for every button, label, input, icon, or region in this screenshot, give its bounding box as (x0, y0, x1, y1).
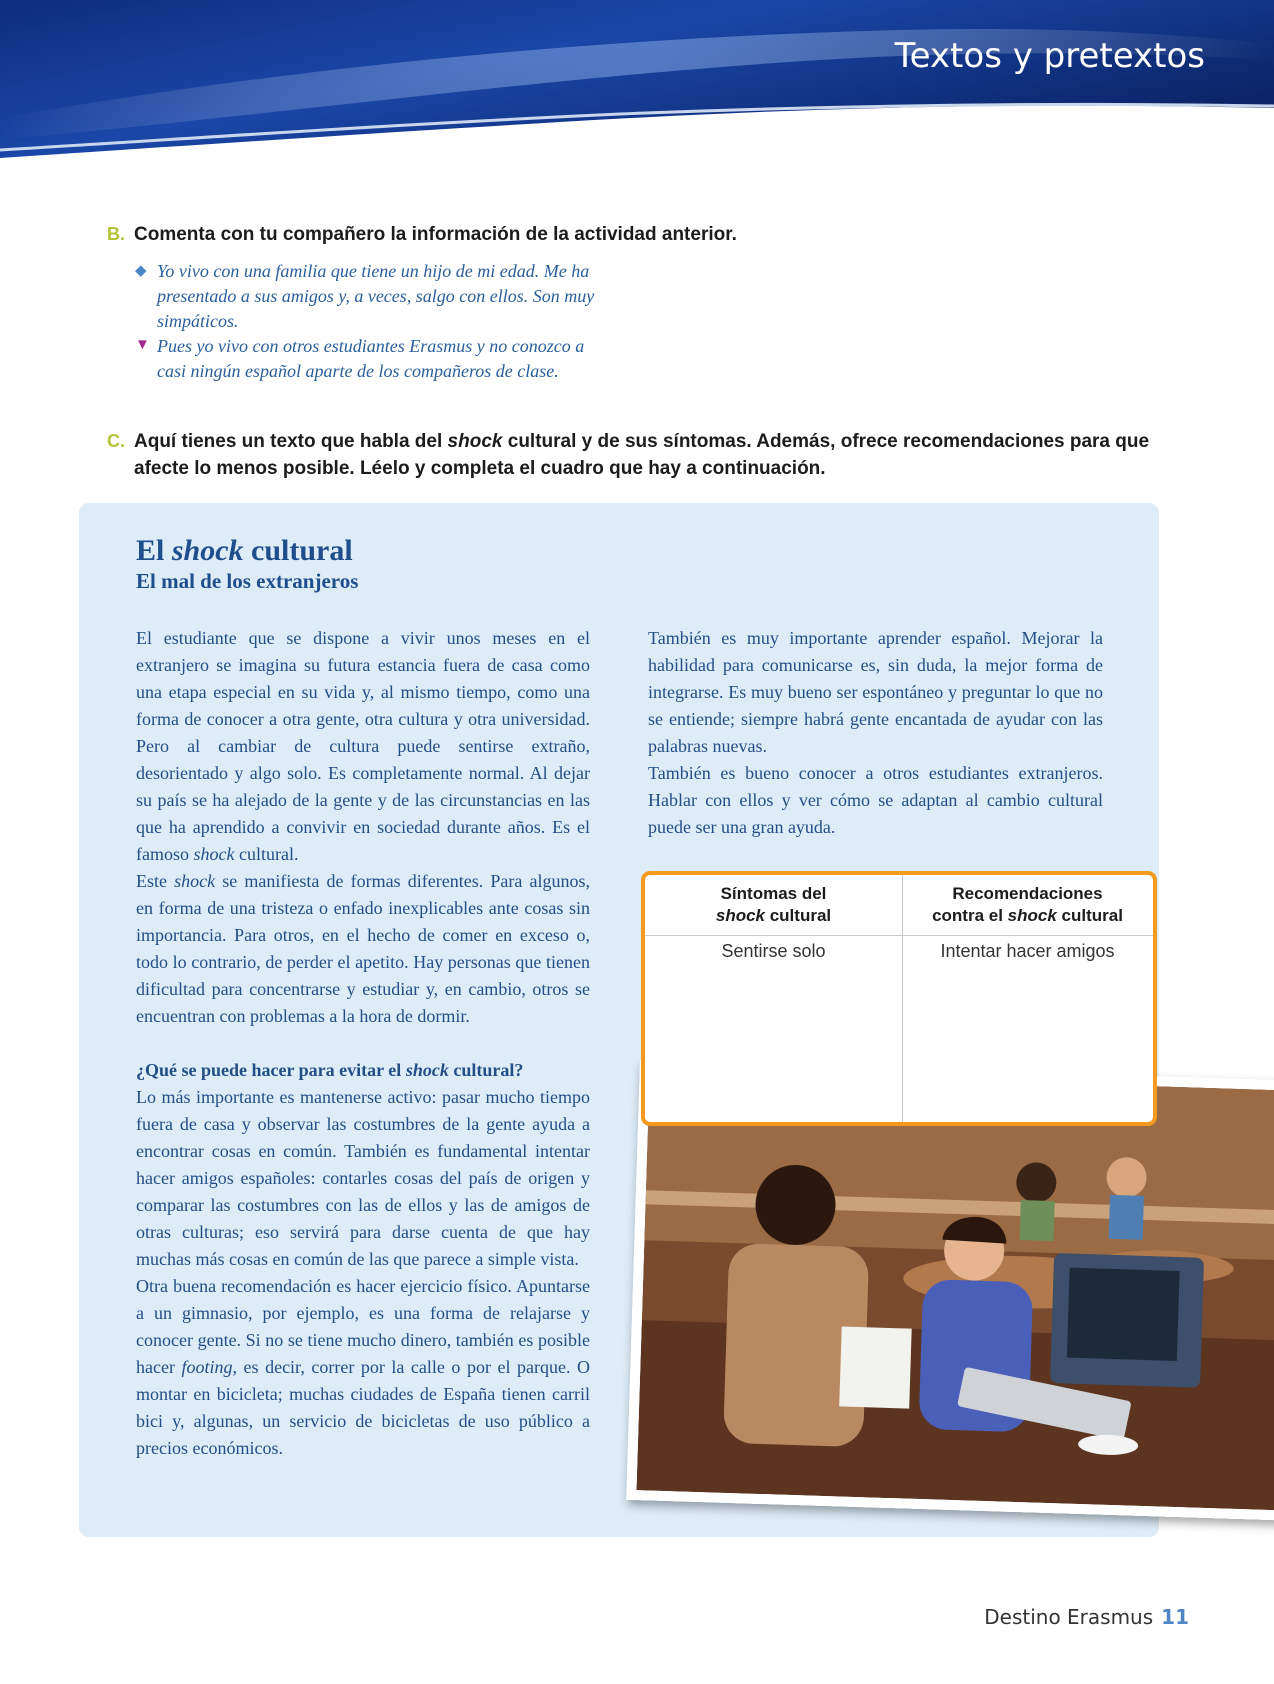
article-paragraph (136, 868, 590, 1030)
heading-emphasis: shock (405, 1060, 449, 1080)
dialogue-line-2 (135, 334, 655, 384)
paragraph-emphasis: shock (174, 871, 216, 891)
article-question-heading (136, 1057, 590, 1084)
dialogue-text: presentado a sus amigos y, a veces, salgo con ellos. Son muy (157, 286, 595, 306)
heading-text: cultural? (448, 1060, 524, 1080)
header-text: Síntomas del (720, 884, 827, 903)
article-paragraph: Lo más importante es mantenerse activo: pasar mucho tiempo fuera de casa y observar las costumbres de la gente ayuda a encontrar cosas en común. También es fundamental intentar hacer amigos españoles: contarles cosas del país de origen y comparar las costumbres con las de ellos y las de amigos de otras culturas; eso servirá para darse cuenta de que hay muchas más cosas en común de las que parece a simple vista. (136, 1087, 590, 1269)
header-text: cultural (1056, 906, 1123, 925)
dialogue-text: simpáticos. (157, 311, 239, 331)
article-title (136, 533, 353, 569)
instruction-text: cultural y de sus síntomas. Además, ofrece recomendaciones para que (502, 431, 1150, 452)
page-number: 11 (1161, 1605, 1189, 1629)
header-emphasis: shock (715, 906, 765, 925)
article-right-column (648, 625, 1103, 841)
title-emphasis: shock (171, 534, 244, 567)
paragraph-text: Otra buena recomendación es hacer ejercicio físico. Apuntarse a un gimnasio, por ejemplo, es una forma de relajarse y conocer gente. Si no se tiene mucho dinero, también es posible hacer (136, 1276, 590, 1377)
paragraph-text: se manifiesta de formas diferentes. Para algunos, en forma de una tristeza o enfado inexplicables ante cosas sin importancia. Para otros, en el hecho de comer en exceso o, todo lo contrario, de perder el apetito. Hay personas que tienen dificultad para concentrarse y estudiar y, en cambio, otros se encuentran con problemas a la hora de dormir. (136, 871, 590, 1026)
dialogue-line-1 (135, 259, 655, 334)
table-header-divider (645, 935, 1153, 936)
table-cell-symptom: Sentirse solo (721, 941, 826, 961)
exercise-c-instruction (134, 428, 1154, 482)
article-subtitle: El mal de los extranjeros (136, 569, 359, 593)
dialogue-text: casi ningún español aparte de los compañeros de clase. (157, 361, 559, 381)
heading-text: ¿Qué se puede hacer para evitar el (136, 1060, 406, 1080)
dialogue-text: Pues yo vivo con otros estudiantes Erasmus y no conozco a (157, 336, 585, 356)
header-text: Recomendaciones (952, 884, 1103, 903)
instruction-text: afecte lo menos posible. Léelo y completa el cuadro que hay a continuación. (134, 458, 826, 479)
article-paragraph (136, 625, 590, 868)
paragraph-text: , es decir, correr por la calle o por el parque. O montar en bicicleta; muchas ciudades de España tienen carril bici y, algunas, un servicio de bicicletas de uso público a precios económicos. (136, 1357, 590, 1458)
paragraph-text: Este (136, 871, 175, 891)
symptoms-recommendations-table (641, 871, 1157, 1126)
exercise-b-instruction: Comenta con tu compañero la información de la actividad anterior. (134, 224, 737, 245)
paragraph-text: cultural. (234, 844, 299, 864)
exercise-c-letter: C. (107, 431, 125, 451)
instruction-text: Aquí tienes un texto que habla del (134, 431, 448, 452)
diamond-icon: ◆ (135, 262, 147, 279)
article-paragraph: También es muy importante aprender español. Mejorar la habilidad para comunicarse es, sin duda, la mejor forma de integrarse. Es muy bueno ser espontáneo y preguntar lo que no se entiende; siempre habrá gente encantada de ayudar con las palabras nuevas. (648, 628, 1103, 756)
header-banner (0, 0, 1274, 165)
paragraph-emphasis: shock (193, 844, 235, 864)
table-header-symptoms (645, 883, 902, 933)
paragraph-emphasis: footing (181, 1357, 233, 1377)
cafe-students-photo (626, 1060, 1274, 1521)
book-title: Destino Erasmus (984, 1605, 1154, 1629)
article-paragraph (136, 1273, 590, 1462)
table-cell-recommendation: Intentar hacer amigos (940, 941, 1115, 961)
exercise-b-letter: B. (107, 224, 125, 244)
article-left-column (136, 625, 590, 1462)
article-paragraph: También es bueno conocer a otros estudiantes extranjeros. Hablar con ellos y ver cómo se adaptan al cambio cultural puede ser una gran ayuda. (648, 763, 1103, 837)
title-text: cultural (243, 534, 353, 567)
section-title: Textos y pretextos (894, 36, 1205, 76)
page-footer (984, 1605, 1189, 1629)
header-text: contra el (932, 906, 1008, 925)
triangle-down-icon: ▼ (135, 336, 150, 353)
paragraph-text: El estudiante que se dispone a vivir unos meses en el extranjero se imagina su futura estancia fuera de casa como una etapa especial en su vida y, al mismo tiempo, como una forma de conocer a otra gente, otra cultura y otra universidad. Pero al cambiar de cultura puede sentirse extraño, desorientado y algo solo. Es completamente normal. Al dejar su país se ha alejado de la gente y de las circunstancias en las que ha aprendido a convivir en sociedad durante años. Es el famoso (136, 628, 590, 864)
table-header-recommendations (902, 883, 1153, 933)
header-text: cultural (765, 906, 832, 925)
instruction-emphasis: shock (447, 431, 503, 452)
header-emphasis: shock (1007, 906, 1057, 925)
title-text: El (136, 534, 172, 567)
dialogue-text: Yo vivo con una familia que tiene un hijo de mi edad. Me ha (157, 261, 590, 281)
